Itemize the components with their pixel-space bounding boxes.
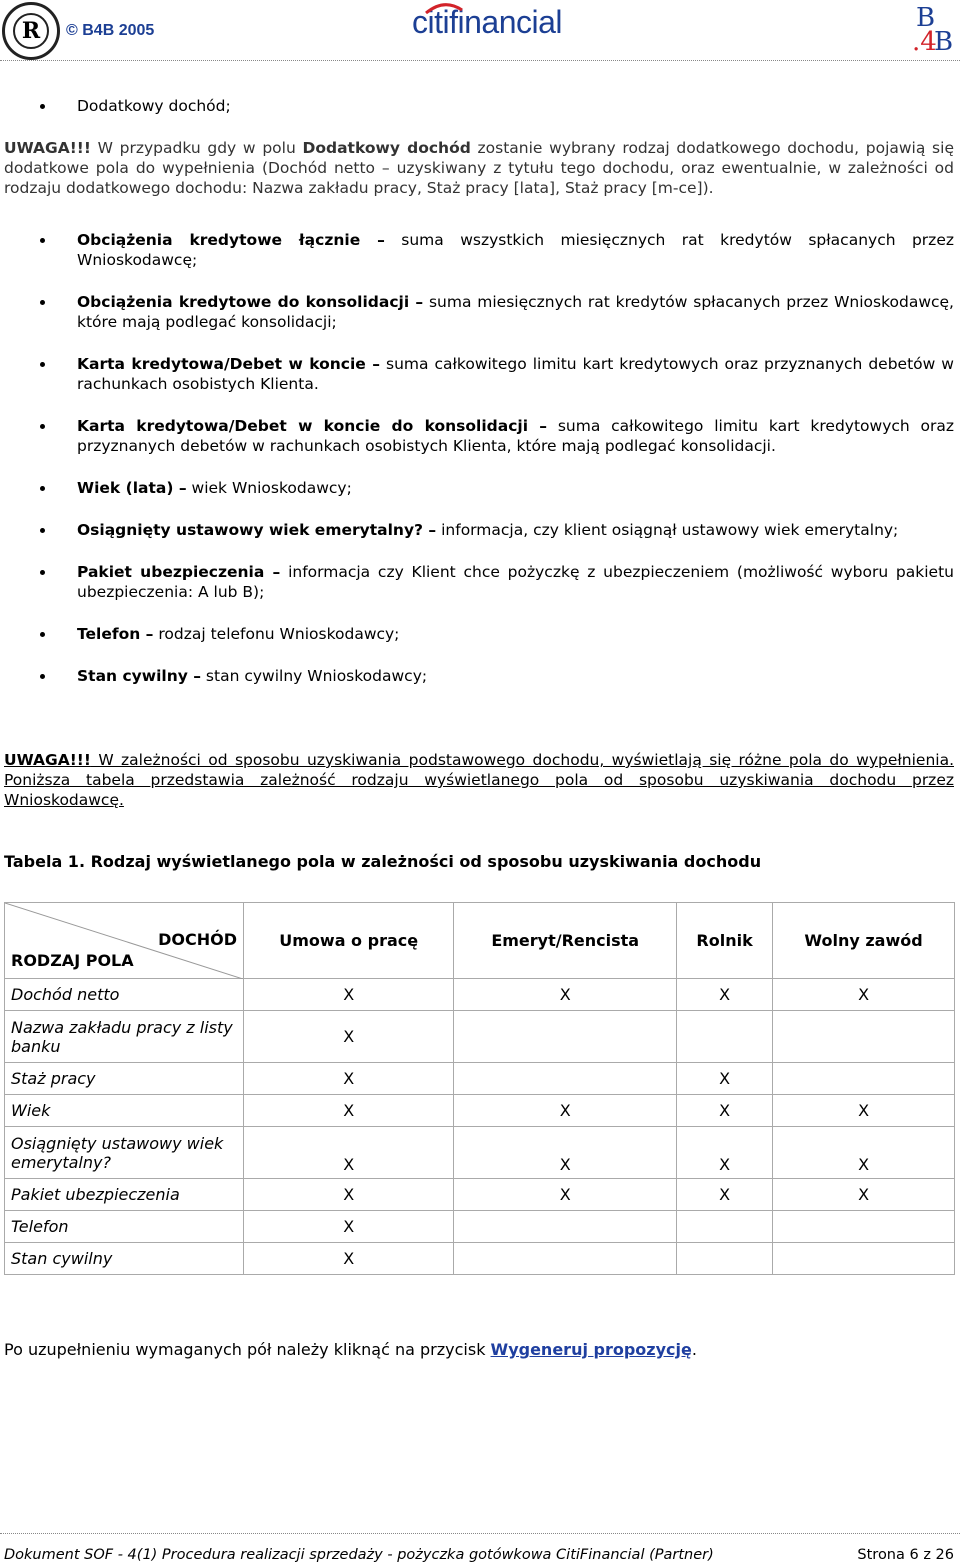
table-cell: X (244, 1211, 454, 1243)
definition-term: Telefon – (77, 625, 154, 643)
table-cell (454, 1243, 677, 1275)
table-row (5, 1127, 955, 1179)
quality-assured-seal-icon (2, 2, 60, 60)
table-cell: X (454, 1127, 677, 1179)
table-cell (454, 1011, 677, 1063)
table-cell (677, 1211, 773, 1243)
citi-arc-icon (424, 2, 464, 14)
table-cell: X (677, 1127, 773, 1179)
table-cell (677, 1011, 773, 1063)
citifinancial-logo (412, 2, 562, 42)
row-label: Nazwa zakładu pracy z listy banku (5, 1011, 244, 1063)
definition-text: rodzaj telefonu Wnioskodawcy; (153, 625, 400, 643)
row-label: Stan cywilny (5, 1243, 244, 1275)
definition-term: Osiągnięty ustawowy wiek emerytalny? – (77, 521, 437, 539)
table-row (5, 979, 955, 1011)
table-cell: X (773, 979, 955, 1011)
table-row (5, 1179, 955, 1211)
table-cell: X (244, 1243, 454, 1275)
definition-term: Obciążenia kredytowe łącznie – (77, 231, 385, 249)
logo-financial-text: financial (449, 4, 563, 40)
list-item (4, 416, 954, 456)
definition-term: Wiek (lata) – (77, 479, 187, 497)
document-title: Dokument SOF - 4(1) Procedura realizacji sprzedaży - pożyczka gotówkowa CitiFinancial (Partner) (4, 1547, 714, 1563)
list-item (4, 230, 954, 270)
column-header: Wolny zawód (773, 903, 955, 979)
table-cell: X (244, 1095, 454, 1127)
table-cell: X (677, 1095, 773, 1127)
definition-text: informacja czy Klient chce pożyczkę z ubezpieczeniem (możliwość wyboru pakietu ubezpieczenia: A lub B); (77, 563, 954, 601)
svg-text:B: B (916, 3, 936, 33)
table-cell: X (454, 1179, 677, 1211)
list-item (4, 478, 954, 498)
page-footer (4, 1547, 954, 1563)
warning-text-b: zostanie wybrany rodzaj dodatkowego dochodu, pojawią się dodatkowe pola do wypełnienia (Dochód netto – uzyskiwany z tytułu tego dochodu, oraz ewentualnie, w zależności od rodzaju dodatkowego dochodu: Nazwa zakładu pracy, Staż pracy [lata], Staż pracy [m-ce]). (4, 139, 954, 197)
definition-text: wiek Wnioskodawcy; (186, 479, 352, 497)
table-cell (454, 1211, 677, 1243)
table-cell: X (244, 979, 454, 1011)
list-item (4, 666, 954, 686)
final-period: . (691, 1340, 697, 1359)
table-row (5, 1243, 955, 1275)
warning-label: UWAGA!!! (4, 139, 91, 157)
definition-text: suma całkowitego limitu kart kredytowych oraz przyznanych debetów w rachunkach osobistych Klienta, które mają podlegać konsolidacji. (77, 417, 955, 455)
column-header: Rolnik (677, 903, 773, 979)
column-header: Emeryt/Rencista (454, 903, 677, 979)
table-corner-cell (5, 903, 244, 979)
generate-proposal-link[interactable]: Wygeneruj propozycję (490, 1340, 692, 1359)
b4b-logo-icon (900, 0, 960, 60)
table-cell (677, 1243, 773, 1275)
logo-citi-text: citi (412, 4, 450, 40)
header-divider (0, 60, 960, 61)
definition-term: Karta kredytowa/Debet w koncie – (77, 355, 381, 373)
warning-income-method (4, 750, 954, 810)
table-cell: X (773, 1179, 955, 1211)
definition-text: suma całkowitego limitu kart kredytowych oraz przyznanych debetów w rachunkach osobistych Klienta. (77, 355, 954, 393)
row-label: Pakiet ubezpieczenia (5, 1179, 244, 1211)
column-header: Umowa o pracę (244, 903, 454, 979)
warning2-label: UWAGA!!! (4, 751, 91, 769)
table-cell (773, 1063, 955, 1095)
page-header (0, 0, 960, 66)
table-cell: X (677, 1063, 773, 1095)
definition-term: Karta kredytowa/Debet w koncie do konsolidacji – (77, 417, 548, 435)
copyright-notice: © B4B 2005 (66, 22, 155, 39)
list-item (4, 520, 954, 540)
list-item (4, 292, 954, 332)
table-row (5, 1063, 955, 1095)
list-item (4, 354, 954, 394)
table-cell: X (773, 1127, 955, 1179)
definition-text: informacja, czy klient osiągnął ustawowy wiek emerytalny; (436, 521, 899, 539)
table-cell: X (677, 979, 773, 1011)
table-cell: X (244, 1063, 454, 1095)
table-cell: X (773, 1095, 955, 1127)
table-row (5, 1095, 955, 1127)
svg-text:B: B (934, 27, 954, 57)
table-row (5, 1011, 955, 1063)
definition-text: suma wszystkich miesięcznych rat kredytów spłacanych przez Wnioskodawcę; (77, 231, 954, 269)
footer-divider (0, 1533, 960, 1534)
field-definitions-list (4, 230, 954, 686)
svg-text:.4: .4 (912, 27, 937, 57)
table-cell: X (454, 979, 677, 1011)
table-cell (773, 1211, 955, 1243)
field-visibility-table (4, 902, 955, 1275)
definition-term: Pakiet ubezpieczenia – (77, 563, 281, 581)
definition-term: Obciążenia kredytowe do konsolidacji – (77, 293, 424, 311)
table-cell: X (244, 1011, 454, 1063)
table-cell: X (677, 1179, 773, 1211)
registered-r-icon: R (13, 13, 49, 49)
table-cell (773, 1011, 955, 1063)
row-label: Telefon (5, 1211, 244, 1243)
row-label: Dochód netto (5, 979, 244, 1011)
final-instruction (4, 1340, 697, 1359)
final-text: Po uzupełnieniu wymaganych pół należy kliknąć na przycisk (4, 1340, 491, 1359)
definition-text: suma miesięcznych rat kredytów spłacanych przez Wnioskodawcę, które mają podlegać konsolidacji; (77, 293, 954, 331)
page-number: Strona 6 z 26 (857, 1547, 954, 1563)
warning-additional-income (4, 138, 954, 198)
table-row (5, 1211, 955, 1243)
row-label: Osiągnięty ustawowy wiek emerytalny? (5, 1127, 244, 1179)
definition-term: Stan cywilny – (77, 667, 201, 685)
table-caption: Tabela 1. Rodzaj wyświetlanego pola w zależności od sposobu uzyskiwania dochodu (4, 852, 762, 871)
warning-field-name: Dodatkowy dochód (302, 139, 471, 157)
table-cell: X (244, 1127, 454, 1179)
bullet-text: Dodatkowy dochód; (77, 97, 231, 115)
list-item (4, 562, 954, 602)
list-item (4, 624, 954, 644)
table-cell (773, 1243, 955, 1275)
document-body (4, 96, 954, 872)
definition-text: stan cywilny Wnioskodawcy; (201, 667, 428, 685)
warning-text-a: W przypadku gdy w polu (90, 139, 303, 157)
table-cell (454, 1063, 677, 1095)
list-item-additional-income (4, 96, 954, 116)
row-label: Staż pracy (5, 1063, 244, 1095)
table-cell: X (244, 1179, 454, 1211)
corner-field-type-label: RODZAJ POLA (11, 951, 134, 970)
table-cell: X (454, 1095, 677, 1127)
corner-income-label: DOCHÓD (158, 930, 237, 949)
row-label: Wiek (5, 1095, 244, 1127)
warning2-text: W zależności od sposobu uzyskiwania podstawowego dochodu, wyświetlają się różne pola do wypełnienia. Poniższa tabela przedstawia zależność rodzaju wyświetlanego pola od sposobu uzyskiwania dochodu przez Wnioskodawcę. (4, 751, 954, 809)
